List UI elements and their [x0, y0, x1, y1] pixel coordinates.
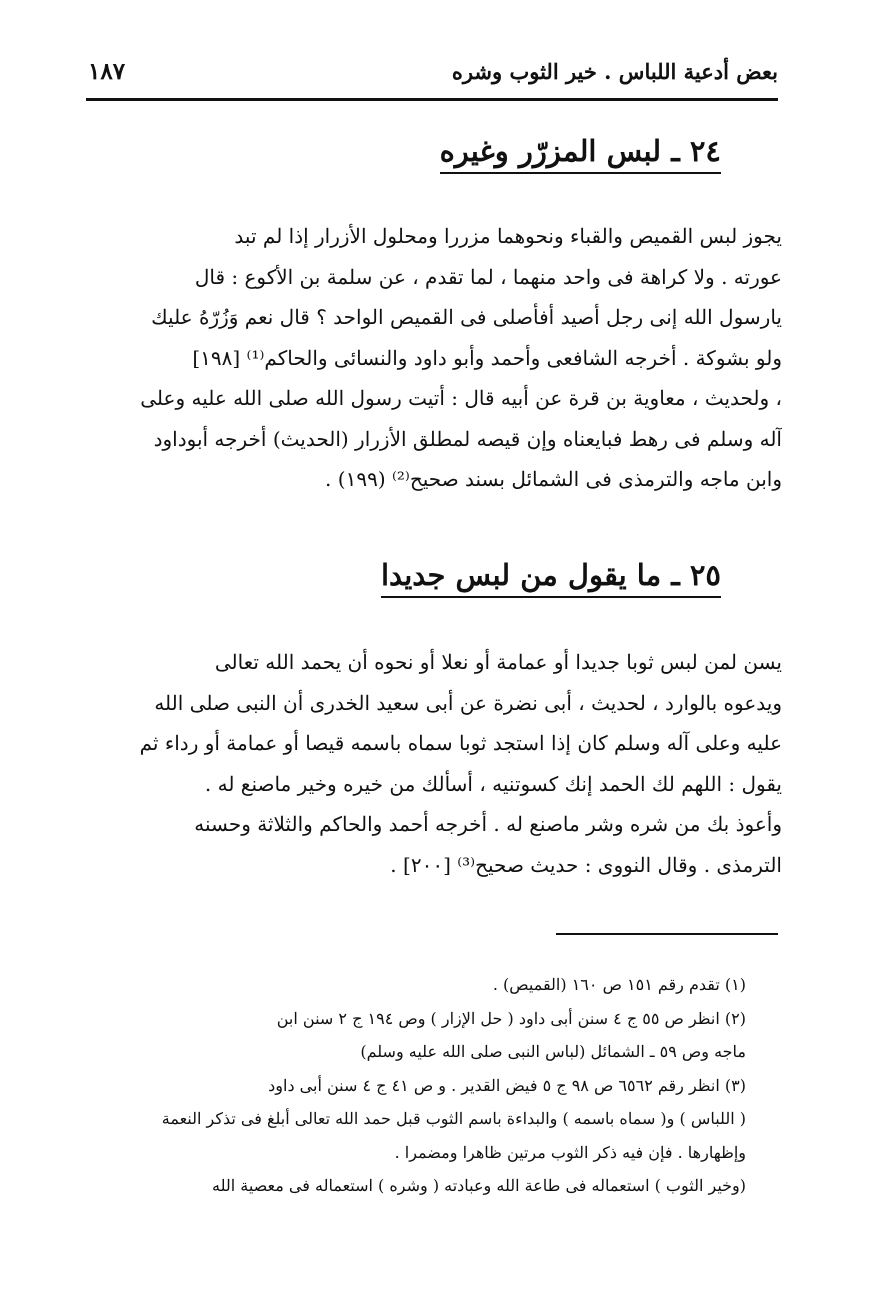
header-rule — [86, 98, 778, 101]
footnote-rule — [556, 933, 778, 935]
text-line: آله وسلم فى رهط فبايعناه وإن قيصه لمطلق الأزرار (الحديث) أخرجه أبوداود — [153, 426, 782, 451]
text-line: يجوز لبس القميص والقباء ونحوهما مزررا ومحلول الأزرار إذا لم تبد — [234, 224, 782, 248]
text-line: يقول : اللهم لك الحمد إنك كسوتنيه ، أسألك من خيره وخير ماصنع له . — [204, 771, 782, 796]
footnote-line: (١) تقدم رقم ١٥١ ص ١٦٠ (القميص) . — [492, 975, 746, 994]
text-line: وأعوذ بك من شره وشر ماصنع له . أخرجه أحمد والحاكم والثلاثة وحسنه — [194, 812, 782, 836]
text-line: الترمذى . وقال النووى : حديث صحيح⁽³⁾ [٢٠٠] . — [390, 852, 782, 877]
text-line: يارسول الله إنى رجل أصيد أفأصلى فى القميص الواحد ؟ قال نعم وَزُرّهُ عليك — [151, 305, 782, 329]
section-25-heading: ٢٥ ـ ما يقول من لبس جديدا — [381, 558, 721, 598]
footnotes — [100, 968, 746, 1203]
section-24-body — [90, 216, 782, 500]
section-25-body — [90, 642, 782, 885]
footnote-line: (وخير الثوب ) استعماله فى طاعة الله وعبادته ( وشره ) استعماله فى معصية الله — [211, 1176, 746, 1195]
footnote-line: ( اللباس ) و( سماه باسمه ) والبداءة باسم الثوب قبل حمد الله تعالى أبلغ فى تذكر النعمة — [161, 1109, 746, 1128]
running-title: بعض أدعية اللباس . خير الثوب وشره — [451, 58, 778, 84]
text-line: ويدعوه بالوارد ، لحديث ، أبى نضرة عن أبى سعيد الخدرى أن النبى صلى الله — [154, 690, 782, 715]
page-header — [88, 48, 778, 94]
section-24-heading: ٢٤ ـ لبس المزرّر وغيره — [440, 134, 721, 174]
footnote-line: (٢) انظر ص ٥٥ ج ٤ سنن أبى داود ( حل الإزار ) وص ١٩٤ ج ٢ سنن ابن — [276, 1008, 746, 1028]
footnote-line: ماجه وص ٥٩ ـ الشمائل (لباس النبى صلى الله عليه وسلم) — [360, 1042, 746, 1061]
text-line: يسن لمن لبس ثوبا جديدا أو عمامة أو نعلا أو نحوه أن يحمد الله تعالى — [214, 650, 782, 674]
text-line: ولو بشوكة . أخرجه الشافعى وأحمد وأبو داود والنسائى والحاكم⁽¹⁾ [١٩٨] — [192, 345, 782, 370]
page-number: ١٨٧ — [88, 57, 126, 85]
text-line: ، ولحديث ، معاوية بن قرة عن أبيه قال : أتيت رسول الله صلى الله عليه وعلى — [140, 386, 782, 410]
footnote-line: (٣) انظر رقم ٦٥٦٢ ص ٩٨ ج ٥ فيض القدير . و ص ٤١ ج ٤ سنن أبى داود — [268, 1075, 746, 1095]
footnote-line: وإظهارها . فإن فيه ذكر الثوب مرتين ظاهرا ومضمرا . — [394, 1142, 746, 1162]
text-line: وابن ماجه والترمذى فى الشمائل بسند صحيح⁽²⁾ (١٩٩) . — [325, 467, 782, 491]
text-line: عليه وعلى آله وسلم كان إذا استجد ثوبا سماه باسمه قيصا أو عمامة أو رداء ثم — [139, 731, 782, 755]
text-line: عورته . ولا كراهة فى واحد منهما ، لما تقدم ، عن سلمة بن الأكوع : قال — [194, 264, 782, 289]
